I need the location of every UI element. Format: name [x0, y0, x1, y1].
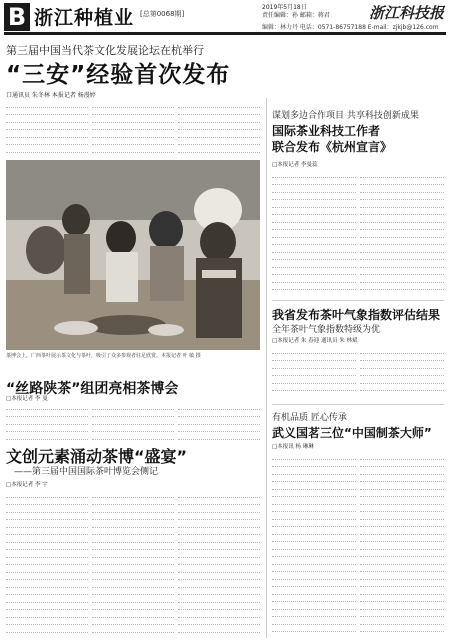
text-line	[360, 391, 444, 398]
text-line	[6, 138, 88, 146]
text-line	[6, 505, 88, 513]
article2-body-col-2	[92, 402, 174, 446]
text-line	[178, 603, 260, 611]
text-line	[6, 603, 88, 611]
text-line	[178, 490, 260, 498]
text-line	[92, 528, 174, 536]
text-line	[272, 354, 356, 362]
text-line	[178, 558, 260, 566]
article3-headline: 文创元素涌动茶博“盛宴”	[6, 447, 188, 466]
right-headline-line-1: 国际茶业科技工作者	[272, 124, 381, 138]
text-line	[360, 467, 444, 475]
article3-subtitle: ——第三届中国国际茶叶博览会侧记	[14, 467, 159, 477]
text-line	[6, 432, 88, 440]
text-line	[360, 376, 444, 384]
text-line	[272, 223, 356, 231]
text-line	[178, 580, 260, 588]
text-line	[360, 602, 444, 610]
text-line	[6, 588, 88, 596]
right-body-2-col-2	[360, 346, 444, 398]
text-line	[178, 100, 260, 108]
text-line	[360, 505, 444, 513]
text-line	[92, 432, 174, 440]
text-line	[92, 610, 174, 618]
text-line	[92, 580, 174, 588]
right-byline-1: □本报记者 李曼蕊	[272, 162, 318, 168]
text-line	[272, 527, 356, 535]
text-line	[360, 283, 444, 291]
right-byline-2: □本报记者 朱 春迎 通讯员 朱 林斌	[272, 338, 358, 344]
right-kicker-3: 有机品质 匠心传承	[272, 413, 347, 423]
text-line	[92, 115, 174, 123]
text-line	[92, 535, 174, 543]
text-line	[360, 200, 444, 208]
text-line	[272, 391, 356, 398]
text-line	[178, 528, 260, 536]
text-line	[92, 550, 174, 558]
article2-body-col-1	[6, 402, 88, 446]
text-line	[360, 223, 444, 231]
text-line	[92, 100, 174, 108]
text-line	[178, 588, 260, 596]
text-line	[178, 618, 260, 626]
text-line	[272, 260, 356, 268]
text-line	[178, 425, 260, 433]
text-line	[92, 123, 174, 131]
text-line	[360, 185, 444, 193]
text-line	[6, 513, 88, 521]
text-line	[360, 550, 444, 558]
text-line	[92, 145, 174, 153]
text-line	[360, 490, 444, 498]
article3-body-col-1	[6, 490, 88, 635]
text-line	[360, 565, 444, 573]
text-line	[360, 572, 444, 580]
text-line	[360, 238, 444, 246]
text-line	[272, 595, 356, 603]
text-line	[178, 625, 260, 633]
text-line	[92, 603, 174, 611]
text-line	[360, 580, 444, 588]
contact-line: 编辑：林力丹 电话：0571-86757188 E-mail：zjkjb@126.com	[262, 24, 439, 31]
tea-expo-photo	[6, 160, 260, 350]
text-line	[178, 130, 260, 138]
text-line	[92, 573, 174, 581]
text-line	[6, 625, 88, 633]
text-line	[92, 130, 174, 138]
text-line	[92, 588, 174, 596]
text-line	[92, 505, 174, 513]
date-line: 2019年5月18日	[262, 4, 307, 11]
text-line	[360, 230, 444, 238]
text-line	[360, 208, 444, 216]
text-line	[178, 535, 260, 543]
text-line	[6, 108, 88, 116]
article2-byline: □本报记者 李 曼	[6, 396, 48, 402]
text-line	[360, 354, 444, 362]
text-line	[360, 527, 444, 535]
right-headline	[272, 123, 392, 155]
text-line	[92, 498, 174, 506]
text-line	[360, 215, 444, 223]
text-line	[6, 123, 88, 131]
right-body-3-col-2	[360, 452, 444, 636]
text-line	[178, 520, 260, 528]
text-line	[272, 178, 356, 186]
text-line	[272, 587, 356, 595]
masthead-rule	[4, 32, 446, 35]
text-line	[178, 513, 260, 521]
text-line	[6, 520, 88, 528]
text-line	[178, 565, 260, 573]
text-line	[360, 542, 444, 550]
text-line	[272, 361, 356, 369]
issue-label: [总第0068期]	[140, 10, 185, 18]
text-line	[6, 417, 88, 425]
text-line	[272, 505, 356, 513]
text-line	[178, 573, 260, 581]
text-line	[6, 115, 88, 123]
text-line	[272, 384, 356, 392]
text-line	[272, 452, 356, 460]
text-line	[92, 108, 174, 116]
text-line	[360, 268, 444, 276]
right-body-1-col-2	[360, 170, 444, 295]
text-line	[272, 490, 356, 498]
right-body-2-col-1	[272, 346, 356, 398]
text-line	[6, 565, 88, 573]
text-line	[178, 610, 260, 618]
text-line	[360, 452, 444, 460]
text-line	[92, 618, 174, 626]
text-line	[92, 565, 174, 573]
article2-body-col-3	[178, 402, 260, 446]
right-kicker: 谋划多边合作项目 共享科技创新成果	[272, 111, 419, 121]
text-line	[272, 376, 356, 384]
text-line	[178, 595, 260, 603]
text-line	[272, 550, 356, 558]
right-body-1-col-1	[272, 170, 356, 295]
text-line	[360, 275, 444, 283]
text-line	[272, 253, 356, 261]
section-letter: B	[4, 3, 30, 31]
text-line	[92, 558, 174, 566]
text-line	[6, 535, 88, 543]
text-line	[92, 520, 174, 528]
text-line	[6, 595, 88, 603]
text-line	[272, 602, 356, 610]
text-line	[272, 346, 356, 354]
lead-headline: “三安”经验首次发布	[6, 62, 231, 88]
text-line	[272, 512, 356, 520]
text-line	[6, 558, 88, 566]
text-line	[272, 617, 356, 625]
photo-caption: 茶博会上，广西茶叶展示茶文化与茶叶，吸引了众多参观者驻足欣赏。本报记者 叶 敏 摄	[6, 353, 201, 359]
column-divider	[266, 98, 267, 638]
text-line	[360, 384, 444, 392]
lead-body-col-3	[178, 100, 260, 156]
text-line	[6, 528, 88, 536]
text-line	[178, 498, 260, 506]
right-headline-line-2: 联合发布《杭州宣言》	[272, 140, 393, 154]
text-line	[272, 215, 356, 223]
text-line	[272, 542, 356, 550]
text-line	[360, 497, 444, 505]
text-line	[360, 557, 444, 565]
text-line	[178, 543, 260, 551]
right-body-3-col-1	[272, 452, 356, 636]
text-line	[272, 497, 356, 505]
right-subtitle-2: 全年茶叶气象指数特级为优	[272, 325, 381, 335]
text-line	[92, 417, 174, 425]
text-line	[360, 460, 444, 468]
text-line	[92, 138, 174, 146]
text-line	[272, 557, 356, 565]
text-line	[272, 245, 356, 253]
text-line	[6, 580, 88, 588]
section-title: 浙江种植业	[34, 7, 135, 29]
lead-byline: 口通讯员 朱冬林 本报记者 杨漫婷	[6, 92, 96, 99]
text-line	[360, 610, 444, 618]
text-line	[92, 490, 174, 498]
lead-body-col-2	[92, 100, 174, 156]
article3-byline: □本报记者 李 宇	[6, 482, 48, 488]
text-line	[360, 245, 444, 253]
text-line	[272, 208, 356, 216]
text-line	[360, 346, 444, 354]
text-line	[6, 410, 88, 418]
text-line	[92, 402, 174, 410]
text-line	[178, 402, 260, 410]
text-line	[272, 230, 356, 238]
text-line	[178, 123, 260, 131]
lead-kicker: 第三届中国当代茶文化发展论坛在杭举行	[6, 44, 204, 57]
text-line	[360, 587, 444, 595]
text-line	[6, 145, 88, 153]
tea-expo-photo-illustration	[6, 160, 260, 350]
text-line	[360, 625, 444, 633]
text-line	[272, 275, 356, 283]
text-line	[272, 283, 356, 291]
text-line	[272, 193, 356, 201]
text-line	[178, 505, 260, 513]
text-line	[178, 432, 260, 440]
paper-name: 浙江科技报	[368, 4, 444, 22]
text-line	[92, 625, 174, 633]
text-line	[360, 361, 444, 369]
text-line	[360, 595, 444, 603]
text-line	[272, 482, 356, 490]
text-line	[272, 238, 356, 246]
text-line	[360, 260, 444, 268]
text-line	[178, 138, 260, 146]
text-line	[6, 100, 88, 108]
text-line	[360, 253, 444, 261]
text-line	[272, 369, 356, 377]
text-line	[360, 482, 444, 490]
text-line	[272, 200, 356, 208]
text-line	[6, 610, 88, 618]
text-line	[360, 178, 444, 186]
text-line	[178, 115, 260, 123]
article3-body-col-3	[178, 490, 260, 635]
text-line	[92, 410, 174, 418]
text-line	[272, 520, 356, 528]
right-divider-1	[272, 300, 444, 301]
text-line	[6, 425, 88, 433]
text-line	[178, 417, 260, 425]
text-line	[6, 130, 88, 138]
text-line	[272, 580, 356, 588]
text-line	[92, 543, 174, 551]
text-line	[360, 617, 444, 625]
text-line	[92, 595, 174, 603]
text-line	[360, 170, 444, 178]
text-line	[178, 108, 260, 116]
text-line	[272, 625, 356, 633]
text-line	[178, 145, 260, 153]
masthead	[0, 0, 450, 34]
text-line	[92, 425, 174, 433]
text-line	[360, 475, 444, 483]
text-line	[272, 610, 356, 618]
lead-body-col-1	[6, 100, 88, 156]
text-line	[272, 572, 356, 580]
text-line	[6, 618, 88, 626]
text-line	[92, 513, 174, 521]
right-headline-2: 我省发布茶叶气象指数评估结果	[272, 308, 441, 322]
editor-line: 责任编辑：孙 邮箱：蒋君	[262, 12, 330, 19]
text-line	[272, 170, 356, 178]
text-line	[6, 498, 88, 506]
text-line	[272, 185, 356, 193]
text-line	[6, 573, 88, 581]
text-line	[6, 550, 88, 558]
right-headline-3: 武义国茗三位“中国制茶大师”	[272, 426, 432, 440]
text-line	[272, 268, 356, 276]
text-line	[6, 543, 88, 551]
right-divider-2	[272, 404, 444, 405]
text-line	[6, 402, 88, 410]
article2-headline: “丝路陕茶”组团亮相茶博会	[6, 381, 179, 397]
text-line	[360, 520, 444, 528]
text-line	[178, 550, 260, 558]
date-block	[262, 4, 330, 20]
text-line	[272, 460, 356, 468]
text-line	[360, 369, 444, 377]
text-line	[272, 467, 356, 475]
text-line	[6, 490, 88, 498]
article3-body-col-2	[92, 490, 174, 635]
text-line	[360, 193, 444, 201]
text-line	[272, 565, 356, 573]
text-line	[272, 475, 356, 483]
right-byline-3: □本报讯 杨 琳琳	[272, 444, 314, 450]
text-line	[360, 512, 444, 520]
text-line	[272, 535, 356, 543]
text-line	[178, 410, 260, 418]
text-line	[360, 535, 444, 543]
